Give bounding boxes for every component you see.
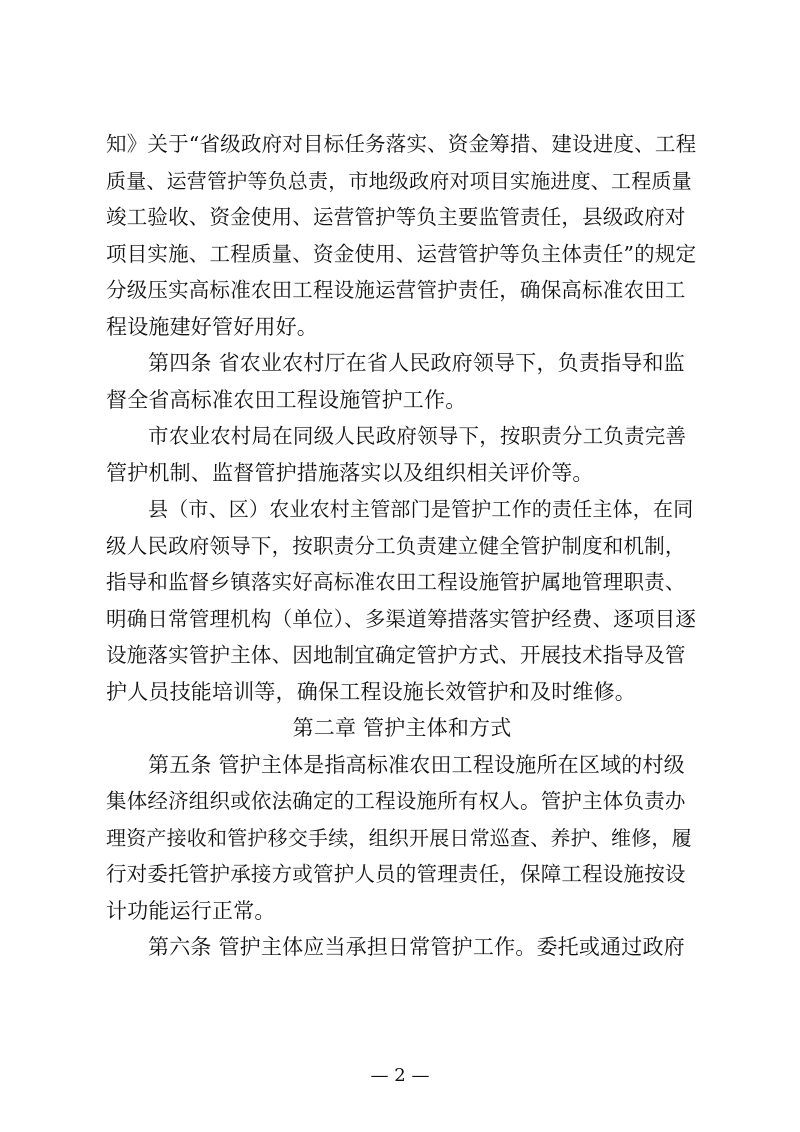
text-line: 质量、运营管护等负总责，市地级政府对项目实施进度、工程质量 (106, 168, 692, 193)
text-line: 指导和监督乡镇落实好高标准农田工程设施管护属地管理职责、 (106, 570, 686, 594)
text-line: 分级压实高标准农田工程设施运营管护责任，确保高标准农田工 (106, 278, 686, 302)
text-line: 程设施建好管好用好。 (106, 314, 318, 339)
text-line: 第四条 省农业农村厅在省人民政府领导下，负责指导和监 (148, 351, 685, 375)
text-line: 行对委托管护承接方或管护人员的管理责任，保障工程设施按设 (106, 862, 686, 886)
text-line: 市农业农村局在同级人民政府领导下，按职责分工负责完善 (148, 424, 687, 448)
page-number: — 2 — (370, 1065, 430, 1086)
text-line: 级人民政府领导下，按职责分工负责建立健全管护制度和机制， (106, 533, 686, 558)
text-line: 集体经济组织或依法确定的工程设施所有权人。管护主体负责办 (106, 789, 686, 813)
text-line: 项目实施、工程质量、资金使用、运营管护等负主体责任”的规定 (106, 241, 697, 266)
document-body (106, 126, 698, 966)
text-line: 明确日常管理机构（单位）、多渠道筹措落实管护经费、逐项目逐 (106, 606, 697, 631)
chapter-heading: 第二章 管护主体和方式 (292, 716, 512, 740)
text-line: 理资产接收和管护移交手续，组织开展日常巡查、养护、维修，履 (106, 825, 692, 850)
text-line: 县（市、区）农业农村主管部门是管护工作的责任主体，在同 (148, 497, 694, 521)
text-line: 计功能运行正常。 (106, 898, 276, 923)
text-line: 知》关于“省级政府对目标任务落实、资金筹措、建设进度、工程 (106, 132, 697, 156)
text-line: 督全省高标准农田工程设施管护工作。 (106, 387, 467, 412)
text-line: 设施落实管护主体、因地制宜确定管护方式、开展技术指导及管 (106, 643, 686, 667)
text-line: 竣工验收、资金使用、运营管护等负主要监管责任，县级政府对 (106, 205, 686, 229)
text-line: 第五条 管护主体是指高标准农田工程设施所在区域的村级 (148, 752, 685, 777)
text-line: 护人员技能培训等，确保工程设施长效管护和及时维修。 (106, 679, 636, 704)
text-line: 第六条 管护主体应当承担日常管护工作。委托或通过政府 (148, 935, 685, 959)
text-line: 管护机制、监督管护措施落实以及组织相关评价等。 (106, 460, 594, 485)
paragraph-lines (106, 126, 698, 966)
